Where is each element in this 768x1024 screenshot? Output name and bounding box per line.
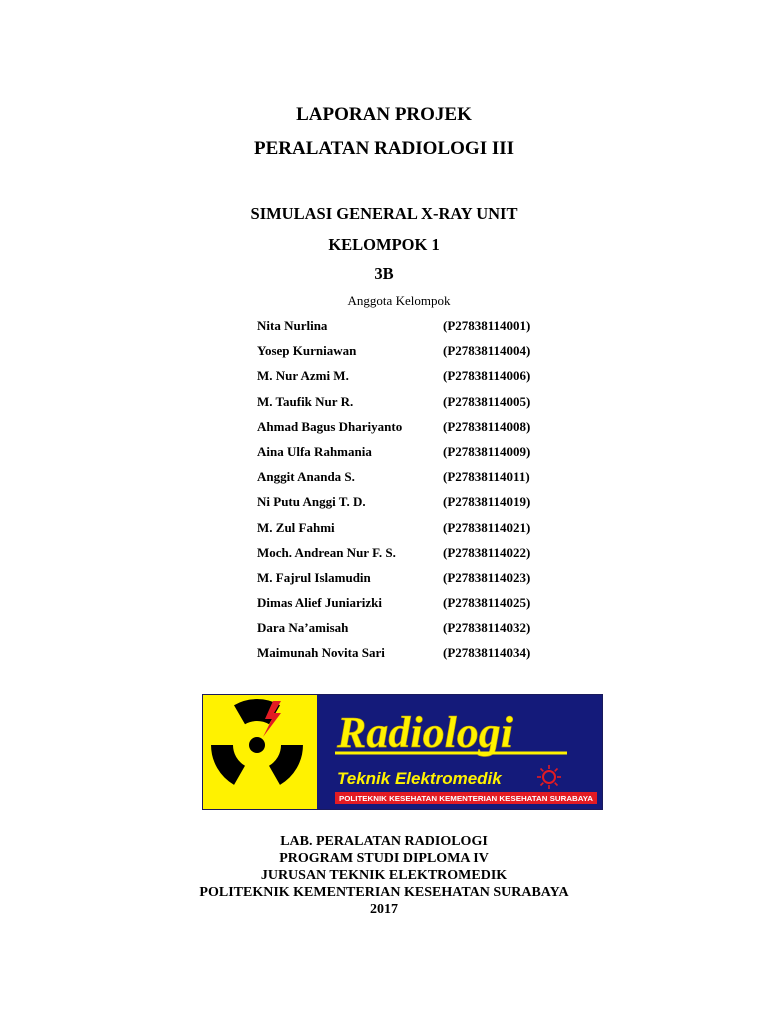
member-name: Dara Na’amisah bbox=[257, 620, 349, 636]
member-name: M. Zul Fahmi bbox=[257, 519, 335, 535]
member-row bbox=[257, 366, 557, 391]
member-id: (P27838114025) bbox=[443, 595, 531, 611]
banner-subtitle: Teknik Elektromedik bbox=[337, 769, 502, 788]
member-name: Maimunah Novita Sari bbox=[257, 645, 385, 661]
member-row bbox=[257, 643, 557, 668]
member-name: Nita Nurlina bbox=[257, 318, 328, 333]
footer-department: JURUSAN TEKNIK ELEKTROMEDIK bbox=[260, 868, 508, 883]
radiation-trefoil-icon bbox=[203, 695, 317, 809]
member-name: M. Nur Azmi M. bbox=[257, 368, 349, 384]
member-id: (P27838114009) bbox=[443, 443, 531, 459]
radiologi-banner bbox=[202, 694, 603, 810]
footer-lab: LAB. PERALATAN RADIOLOGI bbox=[280, 834, 488, 849]
members-list bbox=[257, 316, 557, 669]
member-id: (P27838114019) bbox=[443, 494, 531, 510]
footer-year: 2017 bbox=[370, 902, 398, 917]
class-name: 3B bbox=[374, 264, 394, 283]
banner-lettering bbox=[317, 695, 602, 809]
banner-title: Radiologi bbox=[337, 708, 514, 757]
member-id: (P27838114021) bbox=[443, 519, 531, 535]
report-title-line2: PERALATAN RADIOLOGI III bbox=[253, 138, 515, 159]
group-name: KELOMPOK 1 bbox=[328, 235, 440, 254]
member-row bbox=[257, 492, 557, 517]
member-name: Dimas Alief Juniarizki bbox=[257, 595, 382, 611]
member-name: Anggit Ananda S. bbox=[257, 469, 355, 485]
member-id: (P27838114022) bbox=[443, 544, 531, 560]
member-row bbox=[257, 316, 557, 341]
member-name: Moch. Andrean Nur F. S. bbox=[257, 544, 396, 560]
member-row bbox=[257, 392, 557, 417]
member-name: Ahmad Bagus Dhariyanto bbox=[257, 418, 403, 434]
member-name: Aina Ulfa Rahmania bbox=[257, 443, 372, 459]
member-id: (P27838114001) bbox=[443, 318, 531, 333]
member-row bbox=[257, 568, 557, 593]
member-id: (P27838114006) bbox=[443, 368, 531, 384]
banner-tagline: POLITEKNIK KESEHATAN KEMENTERIAN KESEHATAN SURABAYA bbox=[339, 794, 594, 803]
member-id: (P27838114005) bbox=[443, 393, 531, 409]
member-name: M. Taufik Nur R. bbox=[257, 393, 354, 409]
footer-program: PROGRAM STUDI DIPLOMA IV bbox=[279, 851, 489, 866]
member-name: M. Fajrul Islamudin bbox=[257, 569, 371, 585]
report-subtitle: SIMULASI GENERAL X-RAY UNIT bbox=[250, 204, 518, 223]
member-row bbox=[257, 341, 557, 366]
member-id: (P27838114032) bbox=[443, 620, 531, 636]
member-name: Ni Putu Anggi T. D. bbox=[257, 494, 366, 510]
banner-text-panel bbox=[317, 695, 602, 809]
member-id: (P27838114008) bbox=[443, 418, 531, 434]
report-title-line1: LAPORAN PROJEK bbox=[296, 104, 472, 125]
member-id: (P27838114011) bbox=[443, 469, 530, 485]
banner-emblem bbox=[203, 695, 317, 809]
member-id: (P27838114034) bbox=[443, 645, 531, 661]
member-row bbox=[257, 618, 557, 643]
member-id: (P27838114023) bbox=[443, 569, 531, 585]
member-row bbox=[257, 543, 557, 568]
footer-institution: POLITEKNIK KEMENTERIAN KESEHATAN SURABAYA bbox=[199, 885, 569, 900]
member-row bbox=[257, 518, 557, 543]
member-name: Yosep Kurniawan bbox=[257, 343, 357, 359]
member-row bbox=[257, 593, 557, 618]
member-row bbox=[257, 442, 557, 467]
sun-emblem-icon bbox=[537, 765, 561, 789]
members-heading: Anggota Kelompok bbox=[347, 293, 451, 308]
member-id: (P27838114004) bbox=[443, 343, 531, 359]
member-row bbox=[257, 417, 557, 442]
member-row bbox=[257, 467, 557, 492]
